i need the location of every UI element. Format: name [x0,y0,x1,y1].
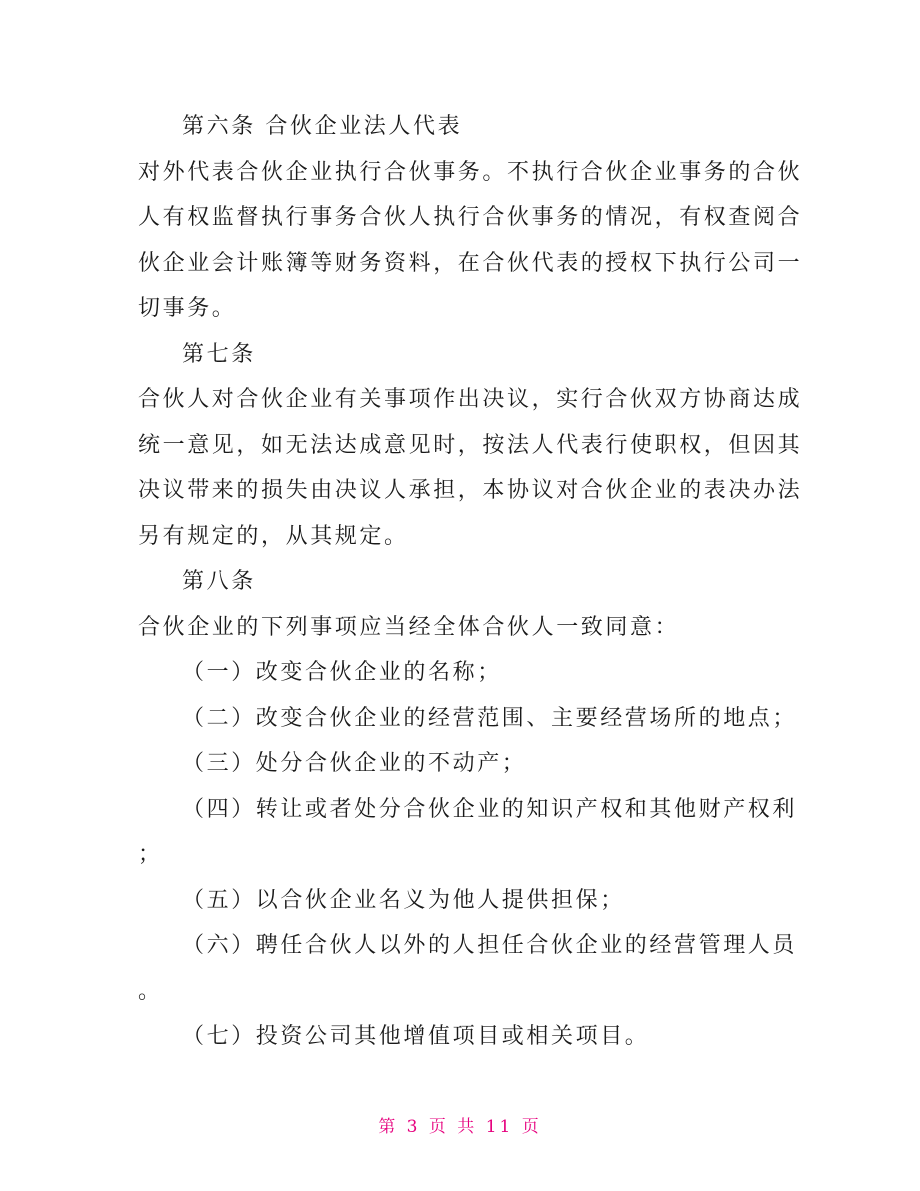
paragraph-line: 人有权监督执行事务合伙人执行合伙事务的情况，有权查阅合 [138,205,803,230]
list-item: （六）聘任合伙人以外的人担任合伙企业的经营管理人员 [182,933,798,958]
list-item: （一）改变合伙企业的名称； [182,660,502,685]
paragraph-line: 另有规定的，从其规定。 [138,523,409,549]
article-6-heading: 第六条 合伙企业法人代表 [182,114,463,139]
list-item-continuation: 。 [138,978,163,1004]
paragraph-line: 统一意见，如无法达成意见时，按法人代表行使职权，但因其 [138,432,803,458]
paragraph-line: 合伙人对合伙企业有关事项作出决议，实行合伙双方协商达成 [138,387,803,412]
article-8-heading: 第八条 [182,569,256,594]
list-item: （二）改变合伙企业的经营范围、主要经营场所的地点； [182,705,798,731]
list-item-continuation: ； [138,842,163,867]
paragraph-line: 合伙企业的下列事项应当经全体合伙人一致同意： [138,614,680,640]
document-body [138,104,803,1060]
paragraph-line: 对外代表合伙企业执行合伙事务。不执行合伙企业事务的合伙 [138,159,803,185]
article-7-heading: 第七条 [182,341,256,367]
list-item: （七）投资公司其他增值项目或相关项目。 [182,1024,650,1049]
list-item: （三）处分合伙企业的不动产； [182,751,527,776]
page-number-footer: 第 3 页 共 11 页 [378,1117,542,1137]
paragraph-line: 伙企业会计账簿等财务资料，在合伙代表的授权下执行公司一 [138,250,803,276]
list-item: （四）转让或者处分合伙企业的知识产权和其他财产权利 [182,796,798,822]
list-item: （五）以合伙企业名义为他人提供担保； [182,887,625,913]
paragraph-line: 切事务。 [138,296,237,321]
paragraph-line: 决议带来的损失由决议人承担，本协议对合伙企业的表决办法 [138,478,803,503]
